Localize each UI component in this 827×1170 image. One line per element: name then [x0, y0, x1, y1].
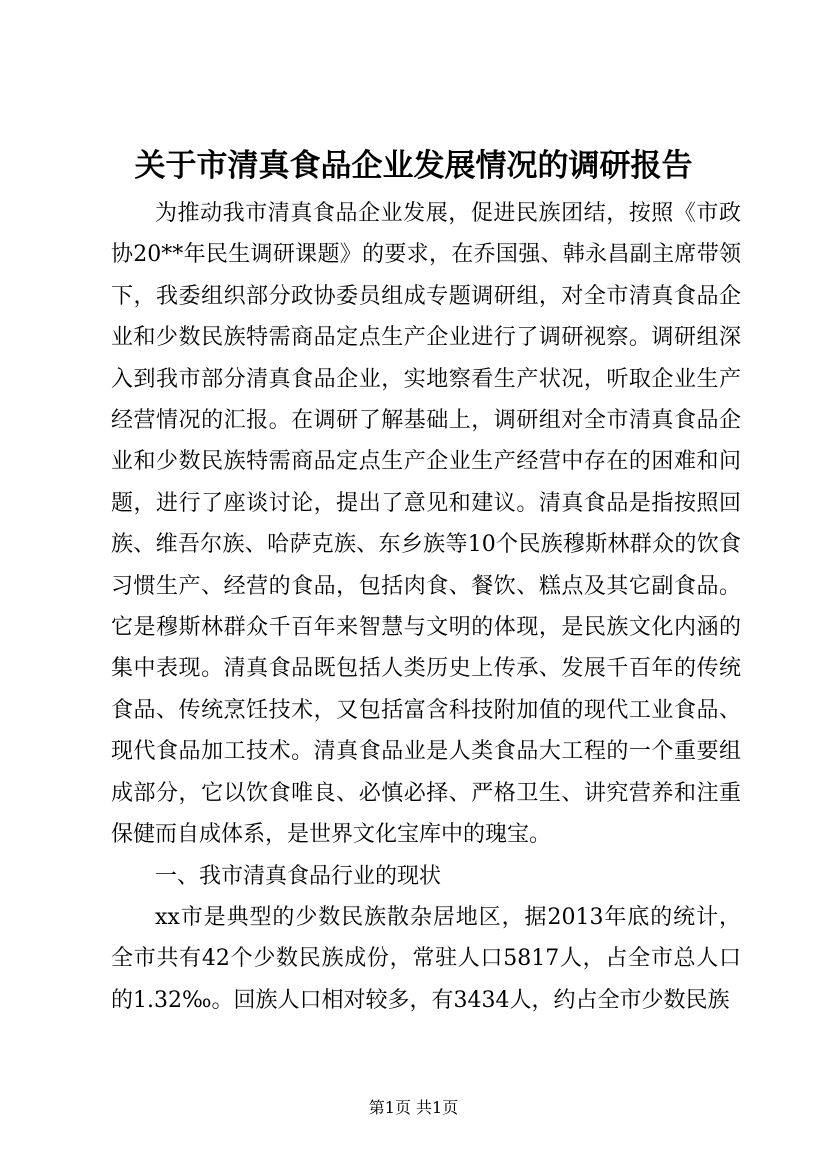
section-heading: 一、我市清真食品行业的现状 — [155, 863, 442, 889]
section-paragraph: xx市是典型的少数民族散杂居地区，据2013年底的统计，全市共有42个少数民族成份，常驻人口5817人，占全市总人口的1.32‰。回族人口相对较多，有3434人，约占全市少数民族 — [111, 904, 741, 1013]
page-number-footer: 第1页 共1页 — [368, 1098, 459, 1117]
intro-paragraph: 为推动我市清真食品企业发展，促进民族团结，按照《市政协20**年民生调研课题》的要求，在乔国强、韩永昌副主席带领下，我委组织部分政协委员组成专题调研组，对全市清真食品企业和少数民族特需商品定点生产企业进行了调研视察。调研组深入到我市部分清真食品企业，实地察看生产状况，听取企业生产经营情况的汇报。在调研了解基础上，调研组对全市清真食品企业和少数民族特需商品定点生产企业生产经营中存在的困难和问题，进行了座谈讨论，提出了意见和建议。清真食品是指按照回族、维吾尔族、哈萨克族、东乡族等10个民族穆斯林群众的饮食习惯生产、经营的食品，包括肉食、餐饮、糕点及其它副食品。它是穆斯林群众千百年来智慧与文明的体现，是民族文化内涵的集中表现。清真食品既包括人类历史上传承、发展千百年的传统食品、传统烹饪技术，又包括富含科技附加值的现代工业食品、现代食品加工技术。清真食品业是人类食品大工程的一个重要组成部分，它以饮食唯良、必慎必择、严格卫生、讲究营养和注重保健而自成体系，是世界文化宝库中的瑰宝。 — [111, 201, 741, 848]
document-body — [111, 193, 741, 1021]
document-title: 关于市清真食品企业发展情况的调研报告 — [134, 148, 693, 184]
